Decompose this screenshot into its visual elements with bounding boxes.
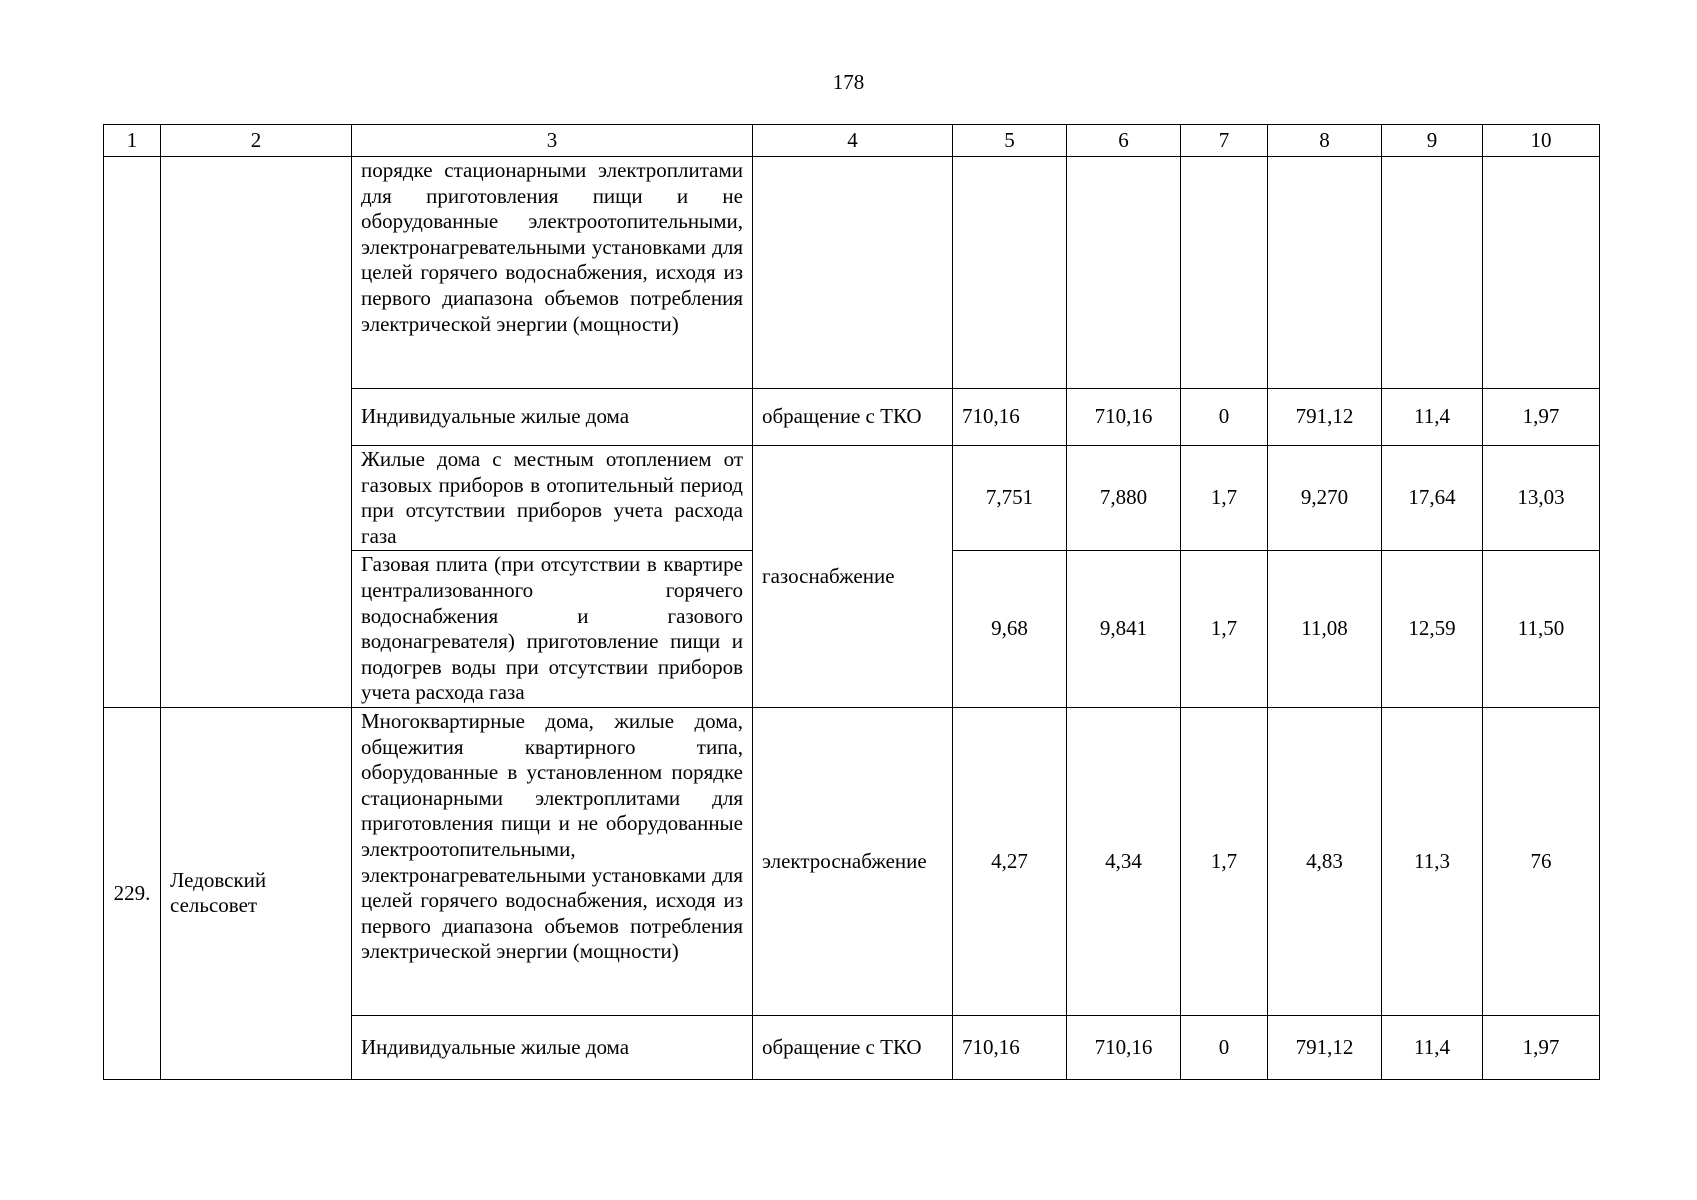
header-cell: 4	[753, 125, 953, 157]
tariff-table	[103, 124, 1600, 1080]
page-number: 178	[832, 70, 865, 94]
description-cell: Жилые дома с местным отоплением от газовых приборов в отопительный период при отсутствии приборов учета расхода газа	[352, 446, 753, 551]
value-cell: 17,64	[1382, 446, 1483, 551]
description-cell: Газовая плита (при отсутствии в квартире централизованного горячего водоснабжения и газового водонагревателя) приготовление пищи и подогрев воды при отсутствии приборов учета расхода газа	[352, 551, 753, 708]
table-row	[104, 707, 1600, 1015]
value-cell: 9,68	[953, 551, 1067, 708]
header-cell: 7	[1181, 125, 1268, 157]
value-cell: 791,12	[1268, 389, 1382, 446]
value-cell: 0	[1181, 389, 1268, 446]
value-cell: 9,841	[1067, 551, 1181, 708]
value-cell: 1,97	[1483, 1015, 1600, 1079]
value-cell: 12,59	[1382, 551, 1483, 708]
value-cell: 1,7	[1181, 551, 1268, 708]
value-cell	[953, 157, 1067, 389]
value-cell	[1181, 157, 1268, 389]
value-cell	[1483, 157, 1600, 389]
value-cell	[1067, 157, 1181, 389]
value-cell: 4,83	[1268, 707, 1382, 1015]
value-cell: 4,27	[953, 707, 1067, 1015]
value-cell: 76	[1483, 707, 1600, 1015]
value-cell: 7,880	[1067, 446, 1181, 551]
header-cell: 1	[104, 125, 161, 157]
value-cell: 710,16	[953, 1015, 1067, 1079]
header-cell: 10	[1483, 125, 1600, 157]
locality-cell: Ледовский сельсовет	[161, 707, 352, 1079]
description-cell: Многоквартирные дома, жилые дома, общежития квартирного типа, оборудованные в установленном порядке стационарными электроплитами для приготовления пищи и не оборудованные электроотопительными, электронагревательными установками для целей горячего водоснабжения, исходя из первого диапазона объемов потребления электрической энергии (мощности)	[352, 707, 753, 1015]
value-cell: 11,4	[1382, 1015, 1483, 1079]
table-row	[104, 157, 1600, 389]
value-cell	[1382, 157, 1483, 389]
service-cell: газоснабжение	[753, 446, 953, 708]
value-cell: 1,97	[1483, 389, 1600, 446]
service-cell: обращение с ТКО	[753, 389, 953, 446]
header-cell: 8	[1268, 125, 1382, 157]
description-cell: Индивидуальные жилые дома	[352, 389, 753, 446]
value-cell: 1,7	[1181, 707, 1268, 1015]
header-cell: 3	[352, 125, 753, 157]
header-cell: 9	[1382, 125, 1483, 157]
service-cell	[753, 157, 953, 389]
value-cell: 7,751	[953, 446, 1067, 551]
header-cell: 6	[1067, 125, 1181, 157]
service-cell: электроснабжение	[753, 707, 953, 1015]
value-cell: 11,3	[1382, 707, 1483, 1015]
row-number-cell: 229.	[104, 707, 161, 1079]
value-cell: 11,50	[1483, 551, 1600, 708]
description-cell: Индивидуальные жилые дома	[352, 1015, 753, 1079]
value-cell: 9,270	[1268, 446, 1382, 551]
header-cell: 2	[161, 125, 352, 157]
value-cell: 791,12	[1268, 1015, 1382, 1079]
value-cell: 710,16	[953, 389, 1067, 446]
value-cell: 0	[1181, 1015, 1268, 1079]
header-row	[104, 125, 1600, 157]
value-cell: 4,34	[1067, 707, 1181, 1015]
locality-cell	[161, 157, 352, 708]
value-cell: 1,7	[1181, 446, 1268, 551]
header-cell: 5	[953, 125, 1067, 157]
service-cell: обращение с ТКО	[753, 1015, 953, 1079]
value-cell: 710,16	[1067, 389, 1181, 446]
value-cell	[1268, 157, 1382, 389]
value-cell: 13,03	[1483, 446, 1600, 551]
value-cell: 710,16	[1067, 1015, 1181, 1079]
value-cell: 11,08	[1268, 551, 1382, 708]
description-cell: порядке стационарными электроплитами для приготовления пищи и не оборудованные электроотопительными, электронагревательными установками для целей горячего водоснабжения, исходя из первого диапазона объемов потребления электрической энергии (мощности)	[352, 157, 753, 389]
value-cell: 11,4	[1382, 389, 1483, 446]
row-number-cell	[104, 157, 161, 708]
